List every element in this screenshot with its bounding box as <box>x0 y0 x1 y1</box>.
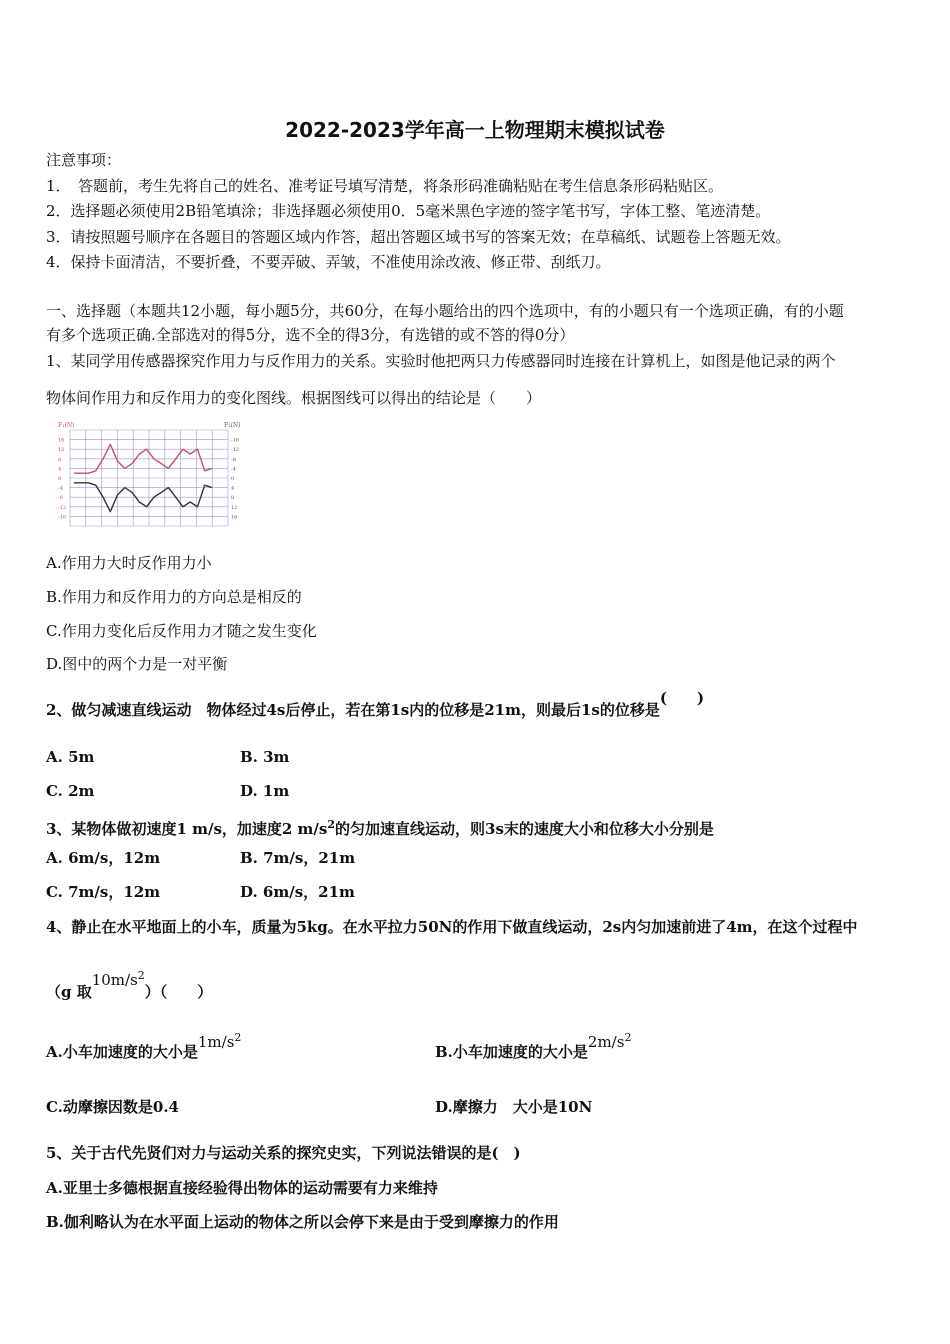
left-tick-label: 4 <box>58 466 62 473</box>
val: 1m/s <box>197 1033 235 1051</box>
notice-item: 3．请按照题号顺序在各题目的答题区域内作答，超出答题区域书写的答案无效；在草稿纸、试题卷上答题无效。 <box>46 228 791 246</box>
q1-option-b: B.作用力和反作用力的方向总是相反的 <box>46 588 302 606</box>
q5-stem: 5、关于古代先贤们对力与运动关系的探究史实，下列说法错误的是( ) <box>46 1144 521 1162</box>
q2-stem <box>46 689 705 720</box>
q2-option-d: D. 1m <box>240 782 290 800</box>
q3-option-a: A. 6m/s，12m <box>46 849 161 867</box>
opt-b-val <box>588 1033 632 1051</box>
notice-item: 4．保持卡面清洁，不要折叠，不要弄破、弄皱，不准使用涂改液、修正带、刮纸刀。 <box>46 253 611 271</box>
g-sup: 2 <box>137 969 145 982</box>
q2-text: 2、做匀减速直线运动 物体经过4s后停止，若在第1s内的位移是21m，则最后1s的位移是 <box>46 701 660 719</box>
right-tick-label: -8 <box>231 456 236 463</box>
q5-option-b: B.伽利略认为在水平面上运动的物体之所以会停下来是由于受到摩擦力的作用 <box>46 1213 559 1231</box>
q4-g-text-2: ）（ ） <box>144 983 213 1001</box>
q1-stem-2: 物体间作用力和反作用力的变化图线。根据图线可以得出的结论是（ ） <box>46 389 542 407</box>
q2-option-a: A. 5m <box>46 748 95 766</box>
q5-option-a: A.亚里士多德根据直接经验得出物体的运动需要有力来维持 <box>46 1179 438 1197</box>
right-tick-label: 12 <box>231 504 238 511</box>
left-tick-label: -8 <box>58 495 63 502</box>
right-tick-label: -16 <box>231 437 240 444</box>
g-val: 10m/s <box>91 971 138 989</box>
sup: 2 <box>234 1031 242 1044</box>
right-tick-label: -12 <box>231 447 240 454</box>
page-title: 2022-2023学年高一上物理期末模拟试卷 <box>285 118 665 142</box>
left-axis-label: F₁(N) <box>58 422 75 429</box>
q1-option-c: C.作用力变化后反作用力才随之发生变化 <box>46 622 317 640</box>
right-axis-label: F₂(N) <box>224 422 241 429</box>
notice-heading: 注意事项： <box>46 151 122 169</box>
opt-a-text: A.小车加速度的大小是 <box>46 1043 198 1061</box>
q3-stem <box>46 815 714 839</box>
right-tick-label: -4 <box>231 466 236 473</box>
q1-option-d: D.图中的两个力是一对平衡 <box>46 655 228 673</box>
q4-g-value <box>92 971 145 989</box>
q4-option-c: C.动摩擦因数是0.4 <box>46 1098 179 1116</box>
q4-option-d: D.摩擦力 大小是10N <box>435 1098 593 1116</box>
opt-a-val <box>198 1033 242 1051</box>
left-tick-label: 8 <box>58 456 62 463</box>
left-tick-label: 16 <box>58 437 65 444</box>
q4-option-b <box>435 1031 632 1062</box>
left-tick-label: -16 <box>58 514 67 521</box>
section-heading: 一、选择题（本题共12小题，每小题5分，共60分，在每小题给出的四个选项中，有的小题只有一个选项正确，有的小题 <box>46 302 844 320</box>
q2-option-c: C. 2m <box>46 782 95 800</box>
right-tick-label: 8 <box>231 495 235 502</box>
q4-option-a <box>46 1031 242 1062</box>
left-tick-label: -4 <box>58 485 63 492</box>
q2-paren: ( ) <box>659 689 705 707</box>
notice-item: 1． 答题前，考生先将自己的姓名、准考证号填写清楚，将条形码准确粘贴在考生信息条形码粘贴区。 <box>46 177 724 195</box>
q3-sup: 2 <box>327 818 336 831</box>
left-tick-label: 0 <box>58 476 62 482</box>
q4-g-text: （g 取 <box>46 983 92 1001</box>
opt-b-text: B.小车加速度的大小是 <box>435 1043 588 1061</box>
q3-option-c: C. 7m/s，12m <box>46 883 161 901</box>
q3-text-2: 的匀加速直线运动，则3s末的速度大小和位移大小分别是 <box>335 820 714 838</box>
q1-stem: 1、某同学用传感器探究作用力与反作用力的关系。实验时他把两只力传感器同时连接在计算机上，如图是他记录的两个 <box>46 352 836 370</box>
left-tick-label: -12 <box>58 504 67 511</box>
q3-text: 3、某物体做初速度1 m/s，加速度2 m/s <box>46 820 328 838</box>
q3-option-d: D. 6m/s，21m <box>240 883 355 901</box>
q1-option-a: A.作用力大时反作用力小 <box>46 554 212 572</box>
q4-g-note <box>46 969 213 1002</box>
right-tick-label: 0 <box>231 476 235 482</box>
section-heading-2: 有多个选项正确.全部选对的得5分，选不全的得3分，有选错的或不答的得0分） <box>46 326 575 344</box>
q3-option-b: B. 7m/s，21m <box>240 849 356 867</box>
sup: 2 <box>624 1031 632 1044</box>
left-tick-label: 12 <box>58 447 65 454</box>
q2-option-b: B. 3m <box>240 748 290 766</box>
q4-stem: 4、静止在水平地面上的小车，质量为5kg。在水平拉力50N的作用下做直线运动，2s内匀加速前进了4m，在这个过程中 <box>46 918 858 936</box>
right-tick-label: 16 <box>231 514 238 521</box>
notice-item: 2．选择题必须使用2B铅笔填涂；非选择题必须使用0．5毫米黑色字迹的签字笔书写，字体工整、笔迹清楚。 <box>46 202 771 220</box>
right-tick-label: 4 <box>231 485 235 492</box>
force-graph <box>56 418 246 533</box>
val: 2m/s <box>587 1033 625 1051</box>
